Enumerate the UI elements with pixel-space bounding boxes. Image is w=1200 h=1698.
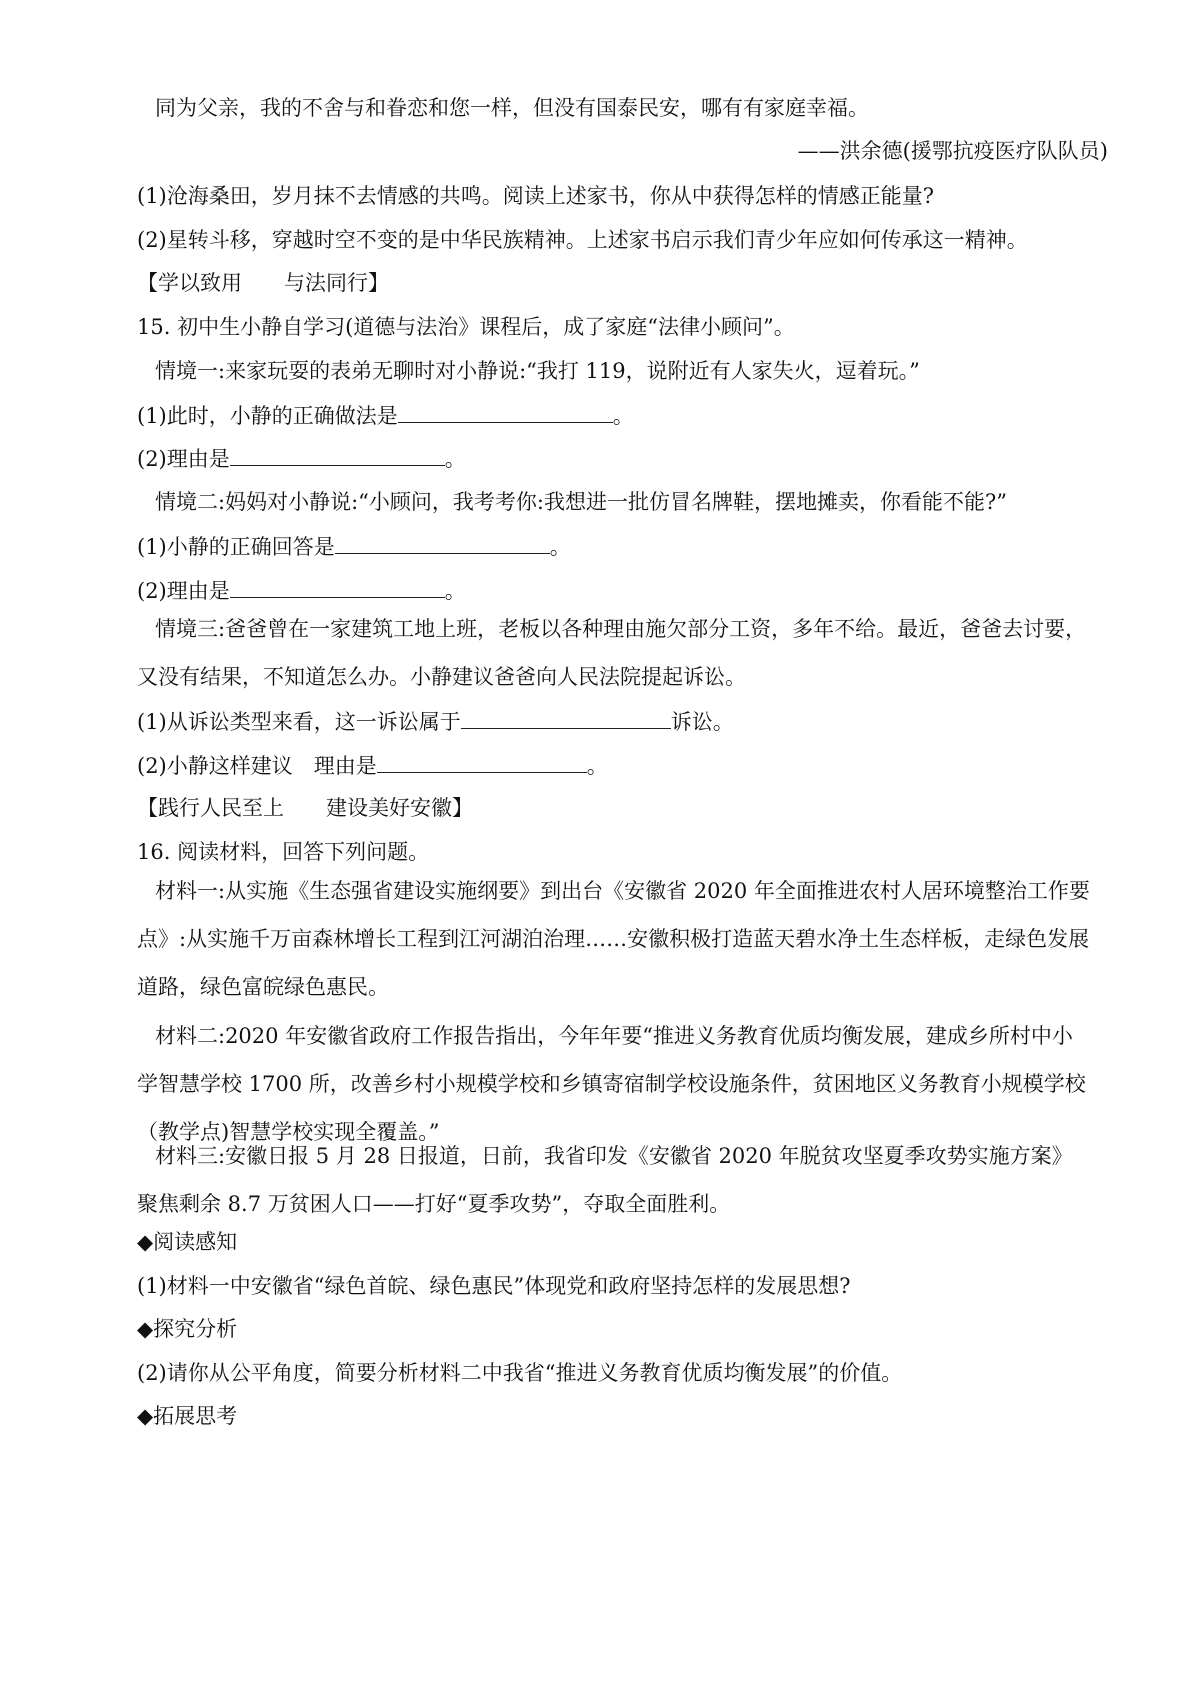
q16-material-3: 材料三:安徽日报 5 月 28 日报道，日前，我省印发《安徽省 2020 年脱贫攻坚夏季攻势实施方案》聚焦剩余 8.7 万贫困人口——打好“夏季攻势”，夺取全面胜利。 [137,1144,1073,1216]
section-heading-law: 【学以致用 与法同行】 [137,271,389,295]
q16-stem: 16. 阅读材料，回答下列问题。 [137,840,430,864]
q14-sub1: (1)沧海桑田，岁月抹不去情感的共鸣。阅读上述家书，你从中获得怎样的情感正能量? [137,184,935,208]
q15-s1-q2 [137,443,466,474]
q15-s2-q2-text: (2)理由是 [137,579,230,603]
q14-sub2: (2)星转斗移，穿越时空不变的是中华民族精神。上述家书启示我们青少年应如何传承这一精神。 [137,228,1028,252]
section-heading-anhui: 【践行人民至上 建设美好安徽】 [137,796,473,820]
letter-line: 同为父亲，我的不舍与和眷恋和您一样，但没有国泰民安，哪有有家庭幸福。 [155,96,869,120]
q15-scene3: 情境三:爸爸曾在一家建筑工地上班，老板以各种理由施欠部分工资，多年不给。最近，爸爸去讨要，又没有结果，不知道怎么办。小静建议爸爸向人民法院提起诉讼。 [137,617,1087,689]
q15-s1-q1-text: (1)此时，小静的正确做法是 [137,404,398,428]
q16-heading-extension: ◆拓展思考 [137,1404,238,1428]
q15-s3-q2-text: (2)小静这样建议 理由是 [137,754,377,778]
q15-s1-q2-text: (2)理由是 [137,447,230,471]
q16-heading-reading: ◆阅读感知 [137,1230,238,1254]
answer-blank[interactable] [335,531,550,554]
q15-s3-q2 [137,750,608,781]
q16-question-1: (1)材料一中安徽省“绿色首皖、绿色惠民”体现党和政府坚持怎样的发展思想? [137,1274,851,1298]
answer-blank[interactable] [230,443,445,466]
answer-blank[interactable] [398,400,613,423]
q15-s3-q1-end: 诉讼。 [670,710,734,734]
q15-scene1: 情境一:来家玩耍的表弟无聊时对小静说:“我打 119，说附近有人家失火，逗着玩。” [155,359,920,383]
q16-material-1: 材料一:从实施《生态强省建设实施纲要》到出台《安徽省 2020 年全面推进农村人居环境整治工作要点》:从实施千万亩森林增长工程到江河湖泊治理……安徽积极打造蓝天碧水净土生态样板，走绿色发展道路，绿色富皖绿色惠民。 [137,879,1090,999]
q15-s3-q2-end: 。 [586,754,608,778]
q15-s3-q1 [137,706,734,737]
q15-s1-q2-end: 。 [444,447,466,471]
q16-question-2: (2)请你从公平角度，简要分析材料二中我省“推进义务教育优质均衡发展”的价值。 [137,1361,903,1385]
q15-s2-q1-end: 。 [549,535,571,559]
q15-scene2: 情境二:妈妈对小静说:“小顾问，我考考你:我想进一批仿冒名牌鞋，摆地摊卖，你看能不能?” [155,490,1007,514]
q16-heading-analysis: ◆探究分析 [137,1317,238,1341]
q15-s2-q1-text: (1)小静的正确回答是 [137,535,335,559]
q15-s2-q2-end: 。 [444,579,466,603]
letter-signature: ——洪余德(援鄂抗疫医疗队队员) [797,139,1108,163]
q16-material-2: 材料二:2020 年安徽省政府工作报告指出，今年年要“推进义务教育优质均衡发展，建成乡所村中小学智慧学校 1700 所，改善乡村小规模学校和乡镇寄宿制学校设施条件，贫困地区义务教育小规模学校（教学点)智慧学校实现全覆盖。” [137,1024,1086,1144]
q15-s1-q1-end: 。 [612,404,634,428]
q15-s2-q2 [137,575,466,606]
q15-s1-q1 [137,400,634,431]
q15-s3-q1-text: (1)从诉讼类型来看，这一诉讼属于 [137,710,461,734]
answer-blank[interactable] [377,750,587,773]
answer-blank[interactable] [461,706,671,729]
answer-blank[interactable] [230,575,445,598]
q15-stem: 15. 初中生小静自学习(道德与法治》课程后，成了家庭“法律小顾问”。 [137,315,795,339]
q15-s2-q1 [137,531,571,562]
